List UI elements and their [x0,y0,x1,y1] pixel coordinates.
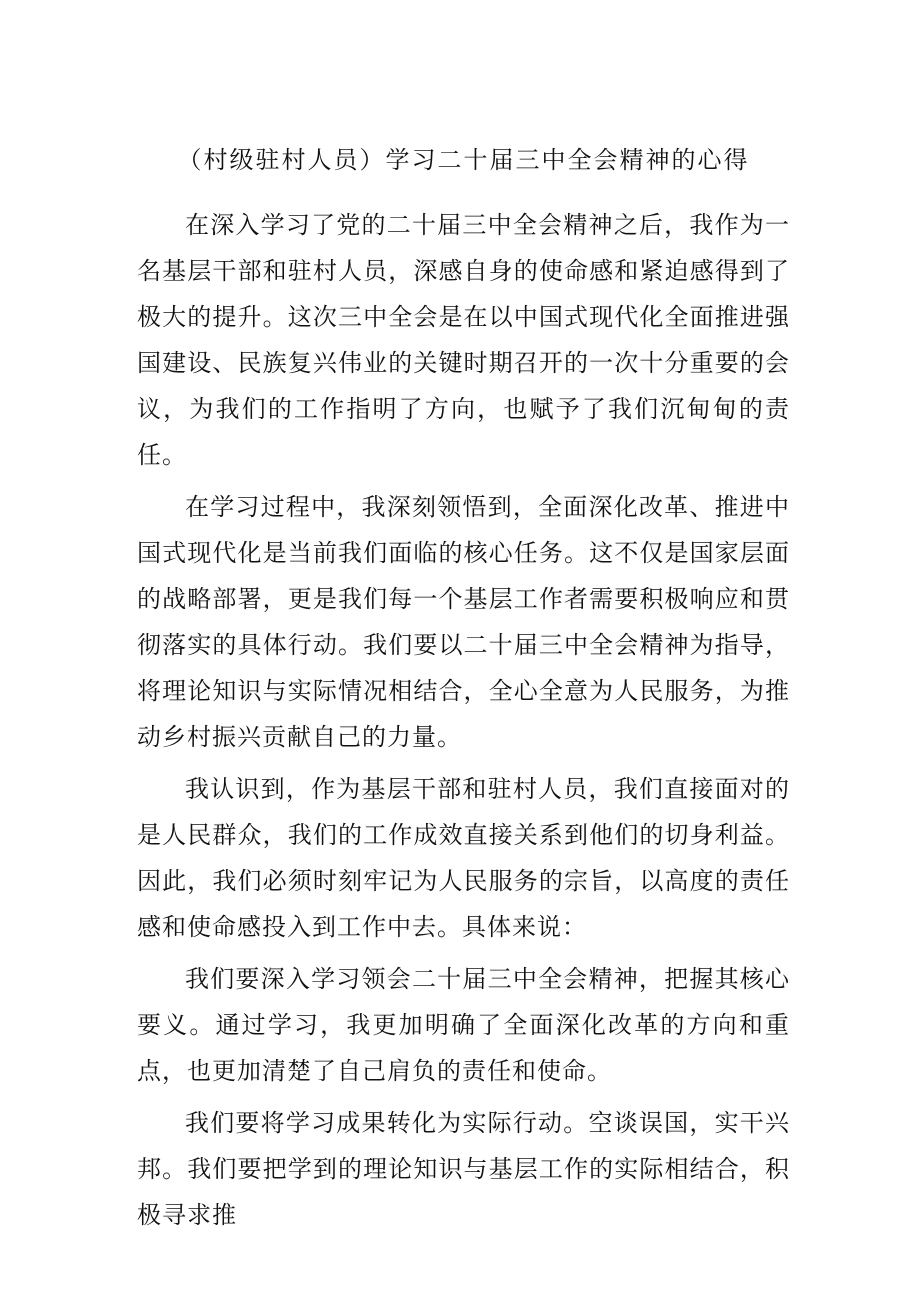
document-title: （村级驻村人员）学习二十届三中全会精神的心得 [177,146,750,174]
paragraph-3: 我认识到，作为基层干部和驻村人员，我们直接面对的是人民群众，我们的工作成效直接关系到他们的切身利益。因此，我们必须时刻牢记为人民服务的宗旨，以高度的责任感和使命感投入到工作中去。具体来说： [137,775,790,941]
paragraph-5: 我们要将学习成果转化为实际行动。空谈误国，实干兴邦。我们要把学到的理论知识与基层工作的实际相结合，积极寻求推 [137,1109,790,1229]
paragraph-1: 在深入学习了党的二十届三中全会精神之后，我作为一名基层干部和驻村人员，深感自身的使命感和紧迫感得到了极大的提升。这次三中全会是在以中国式现代化全面推进强国建设、民族复兴伟业的关键时期召开的一次十分重要的会议，为我们的工作指明了方向，也赋予了我们沉甸甸的责任。 [137,211,790,469]
paragraph-4: 我们要深入学习领会二十届三中全会精神，把握其核心要义。通过学习，我更加明确了全面深化改革的方向和重点，也更加清楚了自己肩负的责任和使命。 [137,965,790,1085]
paragraph-2: 在学习过程中，我深刻领悟到，全面深化改革、推进中国式现代化是当前我们面临的核心任务。这不仅是国家层面的战略部署，更是我们每一个基层工作者需要积极响应和贯彻落实的具体行动。我们要以二十届三中全会精神为指导，将理论知识与实际情况相结合，全心全意为人民服务，为推动乡村振兴贡献自己的力量。 [137,493,790,751]
